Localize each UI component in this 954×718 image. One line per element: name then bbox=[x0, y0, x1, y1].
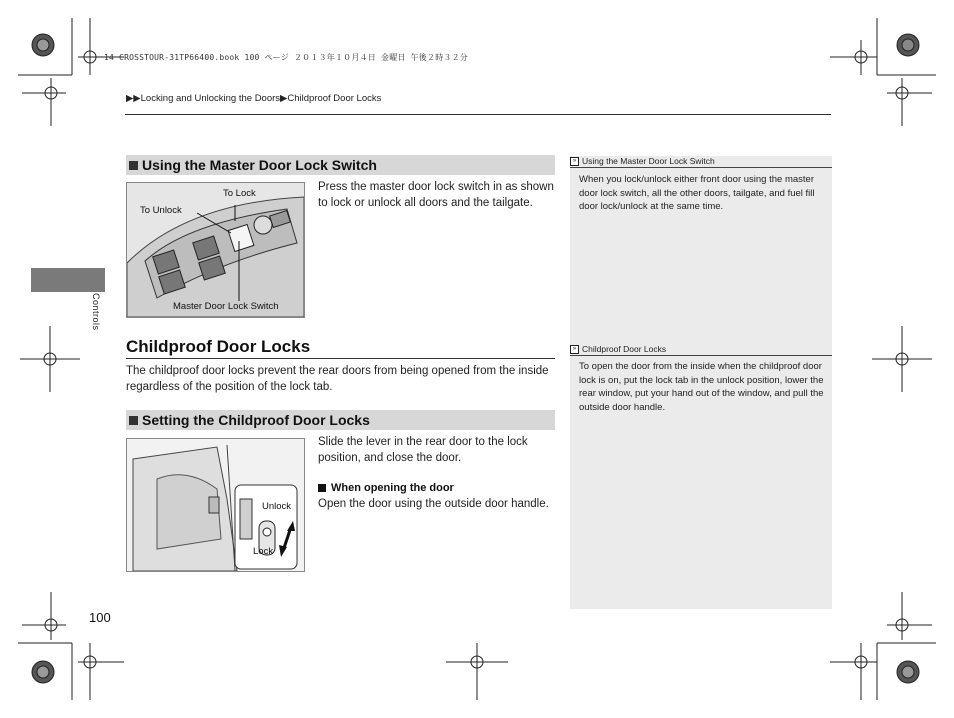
label-unlock: Unlock bbox=[262, 501, 292, 512]
title-rule bbox=[126, 358, 555, 359]
label-to-lock: To Lock bbox=[223, 188, 256, 199]
page-number: 100 bbox=[89, 610, 111, 625]
header-rule bbox=[125, 114, 831, 115]
side-chapter-label: Controls bbox=[91, 293, 101, 331]
label-master-switch: Master Door Lock Switch bbox=[173, 301, 279, 312]
section-bar-setting-locks bbox=[126, 410, 555, 430]
setting-body: Slide the lever in the rear door to the lock position, and close the door. bbox=[318, 436, 528, 464]
breadcrumb-link-locking[interactable]: Locking and Unlocking the Doors bbox=[140, 93, 281, 104]
label-lock: Lock bbox=[253, 546, 274, 557]
section-title-master-switch: Using the Master Door Lock Switch bbox=[142, 157, 377, 173]
master-switch-illustration bbox=[126, 182, 305, 318]
section-bar-master-switch bbox=[126, 155, 555, 175]
breadcrumb-arrow: ▶▶ bbox=[126, 93, 141, 104]
intro-text: The childproof door locks prevent the rear doors from being opened from the inside regardless of the position of the lock tab. bbox=[126, 365, 549, 393]
master-switch-body: Press the master door lock switch in as shown to lock or unlock all doors and the tailgate. bbox=[318, 181, 554, 209]
note-text-master-switch: When you lock/unlock either front door using the master door lock switch, all the other doors, tailgate, and fuel fill door lock/unlock at the same time. bbox=[579, 174, 815, 212]
subhead-opening-door-text: When opening the door bbox=[331, 482, 454, 494]
section-square-icon bbox=[129, 416, 138, 425]
note-head-master-switch bbox=[570, 156, 832, 168]
page-title: Childproof Door Locks bbox=[126, 337, 311, 356]
note-text-childproof: To open the door from the inside when the childproof door lock is on, put the lock tab in the unlock position, lower the rear window, put your hand out of the window, and pull the outside door handle. bbox=[579, 361, 824, 413]
note-title-childproof[interactable]: Childproof Door Locks bbox=[582, 344, 667, 354]
breadcrumb-current: Childproof Door Locks bbox=[287, 93, 382, 104]
breadcrumb bbox=[126, 93, 381, 104]
note-reference-icon: » bbox=[570, 345, 579, 354]
subhead-square-icon bbox=[318, 484, 326, 492]
print-info: 14 CROSSTOUR-31TP66400.book 100 ページ ２０１３年１０月４日 金曜日 午後２時３２分 bbox=[104, 53, 469, 62]
opening-door-body: Open the door using the outside door handle. bbox=[318, 498, 549, 510]
side-chapter-tab[interactable] bbox=[31, 268, 105, 292]
breadcrumb-separator: ▶ bbox=[280, 93, 288, 104]
subhead-opening-door bbox=[318, 482, 454, 494]
note-reference-icon: » bbox=[570, 157, 579, 166]
label-to-unlock: To Unlock bbox=[140, 205, 182, 216]
section-square-icon bbox=[129, 161, 138, 170]
section-title-setting-locks: Setting the Childproof Door Locks bbox=[142, 412, 370, 428]
note-head-childproof bbox=[570, 344, 832, 356]
door-panel-drawing bbox=[127, 183, 304, 317]
note-title-master-switch[interactable]: Using the Master Door Lock Switch bbox=[582, 156, 715, 166]
